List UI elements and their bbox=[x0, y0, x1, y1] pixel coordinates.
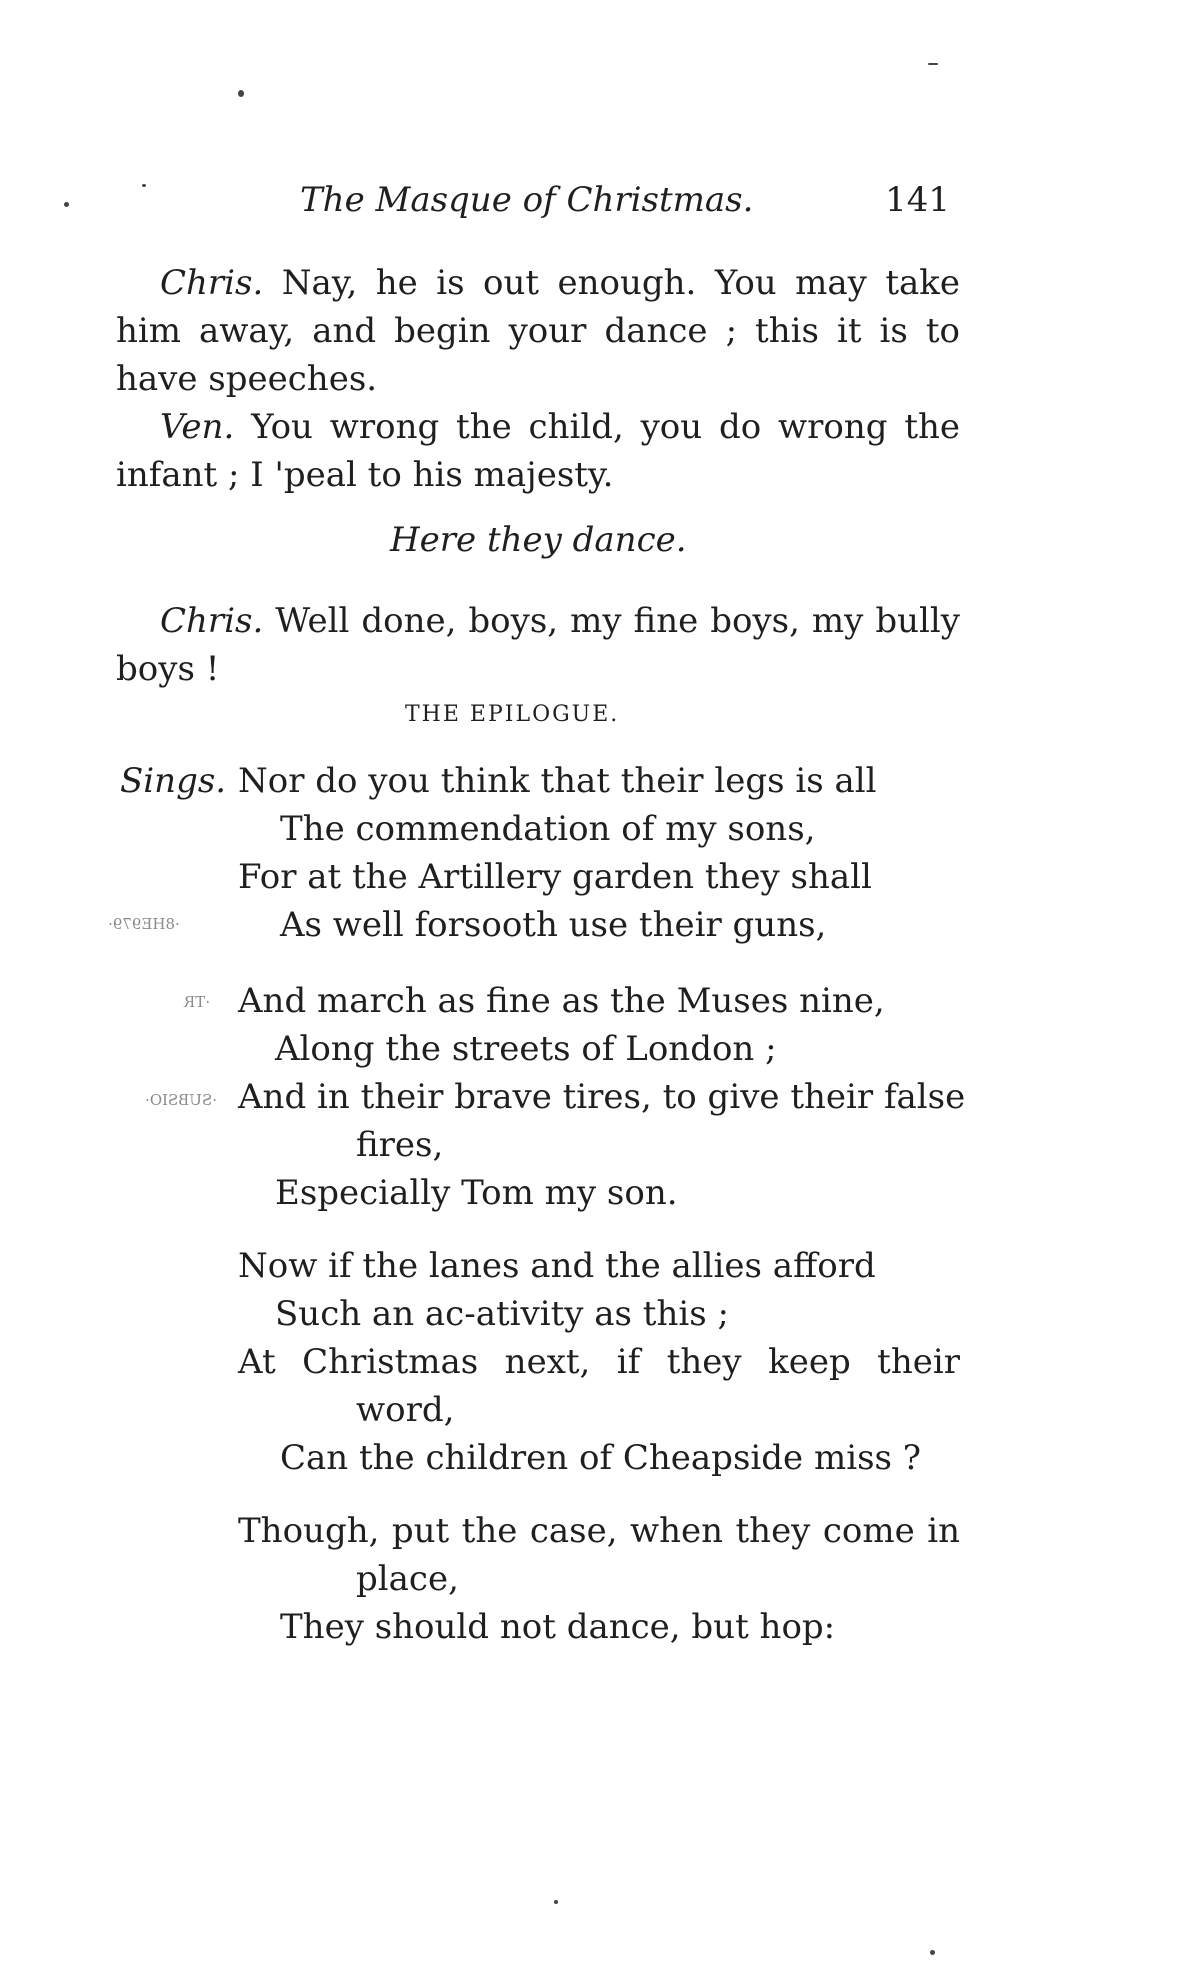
running-header bbox=[290, 180, 950, 228]
dialogue-line bbox=[160, 262, 960, 304]
verse-line bbox=[356, 1389, 454, 1431]
dialogue-line bbox=[160, 600, 960, 642]
header-title: The Masque of Christmas. bbox=[300, 180, 754, 220]
verse-line bbox=[238, 1510, 960, 1552]
verse-line bbox=[280, 1606, 835, 1648]
margin-note: ·8HE979· bbox=[108, 915, 180, 933]
verse-text: They should not dance, but hop: bbox=[280, 1607, 836, 1647]
speaker-name: Ven. bbox=[160, 407, 235, 447]
dialogue-line bbox=[116, 310, 960, 352]
verse-line bbox=[275, 1028, 777, 1070]
verse-text: fires, bbox=[356, 1125, 444, 1165]
speaker-name: Sings. bbox=[120, 761, 227, 801]
verse-text: Nor do you think that their legs is all bbox=[238, 761, 877, 801]
dialogue-line bbox=[116, 358, 377, 400]
dialogue-line bbox=[116, 454, 613, 496]
margin-note: ·TR bbox=[184, 993, 211, 1011]
verse-line bbox=[356, 1558, 459, 1600]
verse-line bbox=[280, 904, 826, 946]
section-heading: THE EPILOGUE. bbox=[405, 702, 620, 727]
verse-line bbox=[275, 1172, 678, 1214]
verse-line bbox=[238, 856, 872, 898]
verse-text: Can the children of Cheapside miss ? bbox=[280, 1438, 922, 1478]
speech-text: boys ! bbox=[116, 649, 220, 689]
verse-text: Now if the lanes and the allies afford bbox=[238, 1246, 876, 1286]
page-number: 141 bbox=[885, 180, 950, 220]
ink-speck bbox=[64, 202, 69, 207]
dialogue-line bbox=[116, 648, 219, 690]
verse-text: Such an ac-ativity as this ; bbox=[275, 1294, 729, 1334]
speaker-name: Chris. bbox=[160, 263, 264, 303]
verse-text: At Christmas next, if they keep their bbox=[238, 1342, 960, 1382]
verse-line bbox=[238, 1245, 876, 1287]
stage-direction: Here they dance. bbox=[390, 520, 687, 560]
dialogue-line bbox=[160, 406, 960, 448]
speech-text: Nay, he is out enough. You may take bbox=[281, 263, 960, 303]
ink-speck bbox=[928, 63, 938, 65]
verse-line bbox=[275, 1293, 729, 1335]
verse-text: The commendation of my sons, bbox=[280, 809, 816, 849]
verse-text: And march as fine as the Muses nine, bbox=[238, 981, 885, 1021]
speech-text: Well done, boys, my fine boys, my bully bbox=[275, 601, 960, 641]
verse-line bbox=[280, 808, 815, 850]
verse-text: Especially Tom my son. bbox=[275, 1173, 678, 1213]
verse-text: As well forsooth use their guns, bbox=[280, 905, 827, 945]
verse-line bbox=[280, 1437, 921, 1479]
verse-line bbox=[356, 1124, 443, 1166]
speech-text: You wrong the child, you do wrong the bbox=[251, 407, 960, 447]
margin-note: ·SUBSIO· bbox=[145, 1091, 217, 1109]
ink-speck bbox=[930, 1950, 935, 1955]
ink-speck bbox=[142, 184, 146, 187]
speech-text: him away, and begin your dance ; this it is to bbox=[116, 311, 960, 351]
ink-speck bbox=[554, 1900, 558, 1904]
speech-text: infant ; I 'peal to his majesty. bbox=[116, 455, 614, 495]
verse-text: For at the Artillery garden they shall bbox=[238, 857, 872, 897]
verse-line bbox=[238, 1076, 965, 1118]
verse-line bbox=[120, 760, 226, 802]
verse-line bbox=[238, 980, 885, 1022]
verse-text: place, bbox=[356, 1559, 459, 1599]
verse-text: Along the streets of London ; bbox=[275, 1029, 777, 1069]
verse-line bbox=[238, 760, 877, 802]
verse-text: And in their brave tires, to give their false bbox=[238, 1077, 966, 1117]
speech-text: have speeches. bbox=[116, 359, 378, 399]
verse-text: word, bbox=[356, 1390, 455, 1430]
verse-line bbox=[238, 1341, 960, 1383]
ink-speck bbox=[238, 90, 244, 97]
verse-text: Though, put the case, when they come in bbox=[238, 1511, 960, 1551]
speaker-name: Chris. bbox=[160, 601, 264, 641]
